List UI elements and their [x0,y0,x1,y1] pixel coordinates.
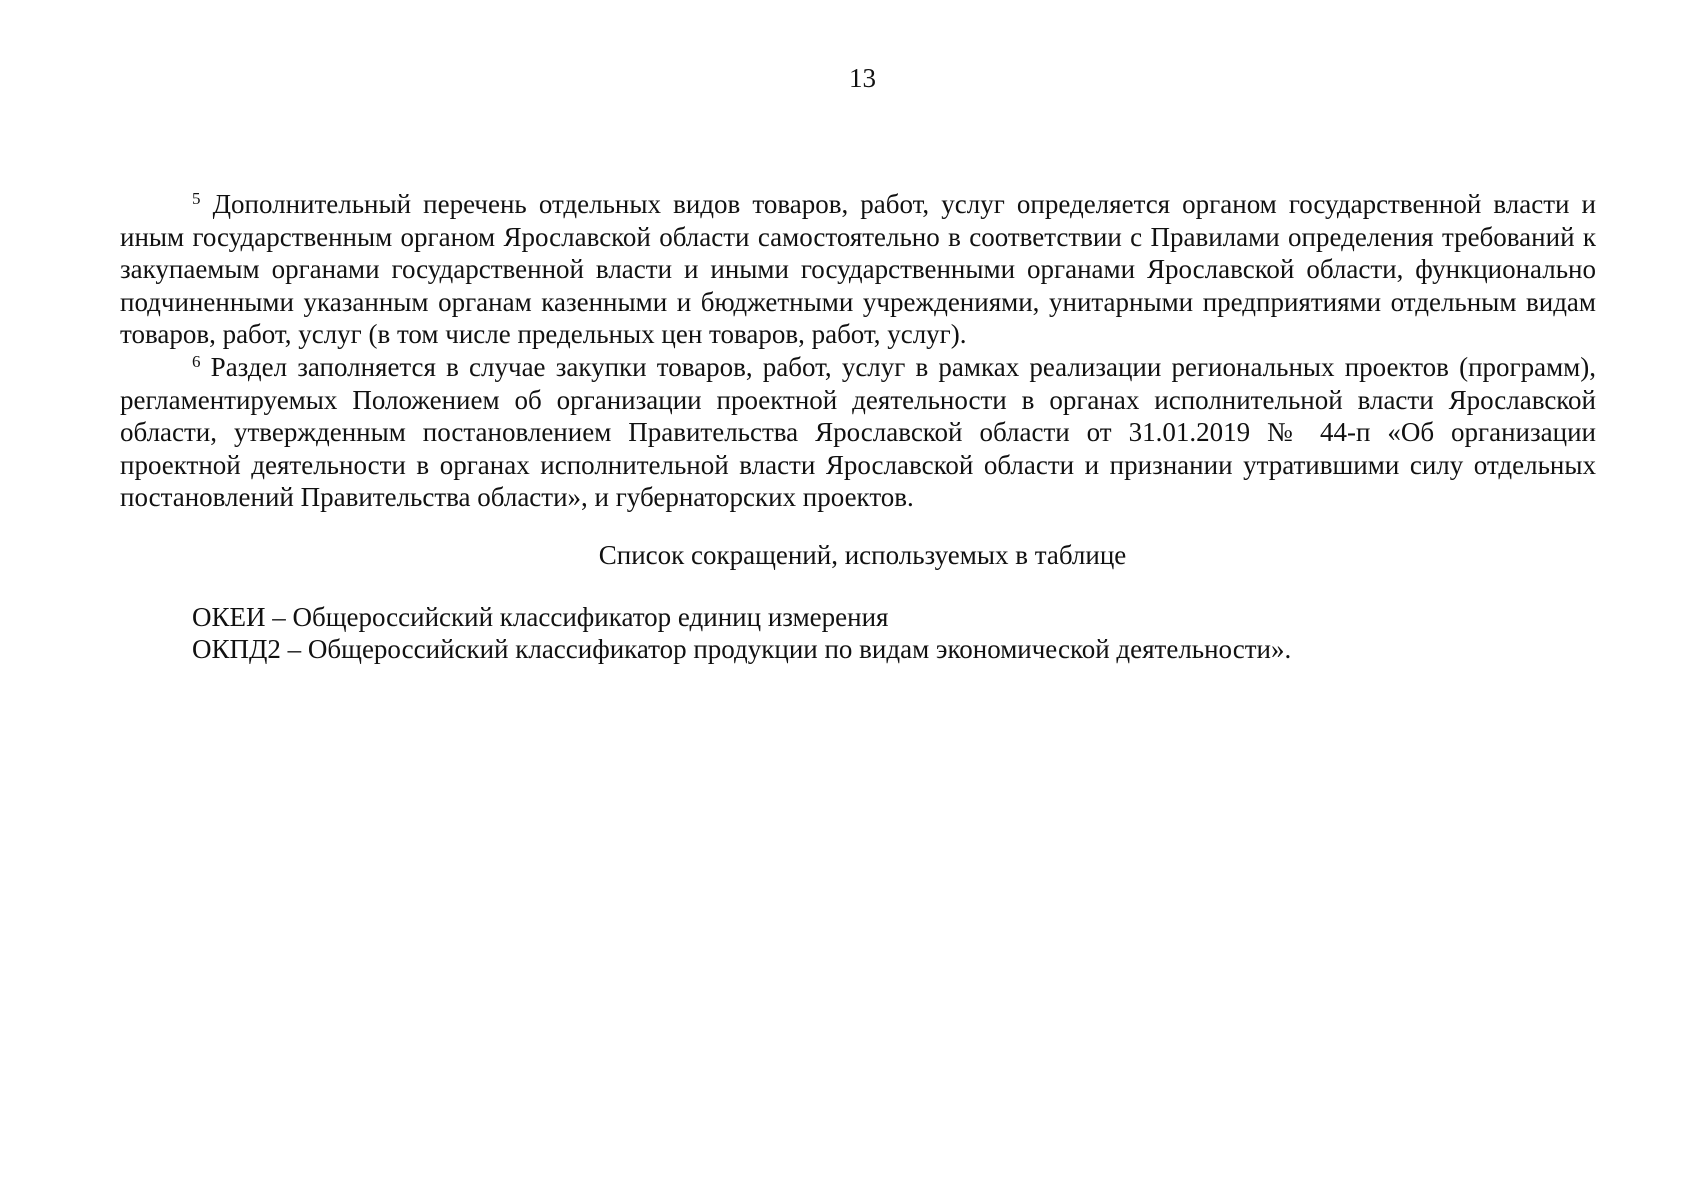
footnote-6 [120,351,1596,514]
footnotes [120,188,1596,514]
abbreviation-item: ОКПД2 – Общероссийский классификатор продукции по видам экономической деятельности». [192,634,1292,664]
page-number: 13 [849,63,876,93]
abbreviation-item: ОКЕИ – Общероссийский классификатор единиц измерения [192,602,889,632]
footnote-5 [120,188,1596,351]
footnote-marker: 6 [192,351,201,371]
abbreviations-title: Список сокращений, используемых в таблице [598,540,1127,570]
abbreviations-list [192,601,1592,665]
footnote-text: Дополнительный перечень отдельных видов товаров, работ, услуг определяется органом государственной власти и иным государственным органом Ярославской области самостоятельно в соответствии с Правилами определения требований к закупаемым органами государственной власти и иными государственными органами Ярославской области, функционально подчиненными указанным органам казенными и бюджетными учреждениями, унитарными предприятиями отдельным видам товаров, работ, услуг (в том числе предельных цен товаров, работ, услуг). [120,189,1596,350]
footnote-marker: 5 [192,189,201,208]
footnote-text: Раздел заполняется в случае закупки товаров, работ, услуг в рамках реализации региональных проектов (программ), регламентируемых Положением об организации проектной деятельности в органах исполнительной власти Ярославской области, утвержденным постановлением Правительства Ярославской области от 31.01.2019 № 44-п «Об организации проектной деятельности в органах исполнительной власти Ярославской области и признании утратившими силу отдельных постановлений Правительства области», и губернаторских проектов. [120,351,1597,513]
